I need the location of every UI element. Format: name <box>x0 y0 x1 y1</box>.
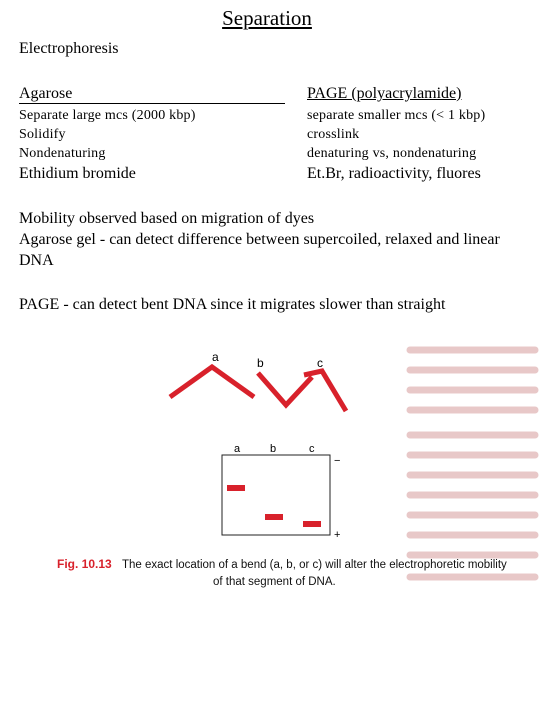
bend-label-a: a <box>212 350 219 364</box>
figure-number: Fig. 10.13 <box>57 557 112 571</box>
band-a <box>227 485 245 491</box>
bend-label-b: b <box>257 356 264 370</box>
bend-a-shape <box>170 367 254 397</box>
agarose-item: Solidify <box>19 127 66 142</box>
plus-sign: + <box>334 529 341 541</box>
bend-b-shape <box>258 373 312 405</box>
agarose-heading: Agarose <box>19 85 285 104</box>
subtitle: Electrophoresis <box>19 40 119 57</box>
lane-label-c: c <box>309 443 315 455</box>
background-text-lines <box>410 350 535 577</box>
page-stain: Et.Br, radioactivity, fluores <box>307 165 481 182</box>
bend-label-c: c <box>317 356 323 370</box>
agarose-item: Nondenaturing <box>19 146 106 161</box>
slide-title: Separation <box>222 6 312 30</box>
agarose-item: Separate large mcs (2000 kbp) <box>19 108 196 123</box>
agarose-gel-text: Agarose gel - can detect difference between supercoiled, relaxed and linear DNA <box>19 231 500 269</box>
band-c <box>303 521 321 527</box>
mobility-text: Mobility observed based on migration of dyes <box>19 210 315 227</box>
page-item: denaturing vs, nondenaturing <box>307 146 477 161</box>
caption-line-2: of that segment of DNA. <box>213 576 336 588</box>
page-gel-text: PAGE - can detect bent DNA since it migrates slower than straight <box>19 296 446 313</box>
lane-label-a: a <box>234 443 241 455</box>
page-heading: PAGE (polyacrylamide) <box>307 85 462 102</box>
band-b <box>265 514 283 520</box>
bent-dna-figure <box>0 325 540 595</box>
page-item: separate smaller mcs (< 1 kbp) <box>307 108 486 123</box>
agarose-stain: Ethidium bromide <box>19 165 136 182</box>
minus-sign: − <box>334 455 341 467</box>
caption-line-1: The exact location of a bend (a, b, or c) will alter the electrophoretic mobility <box>122 559 507 571</box>
page-item: crosslink <box>307 127 360 142</box>
bent-dna-shapes <box>170 367 346 411</box>
lane-label-b: b <box>270 443 277 455</box>
